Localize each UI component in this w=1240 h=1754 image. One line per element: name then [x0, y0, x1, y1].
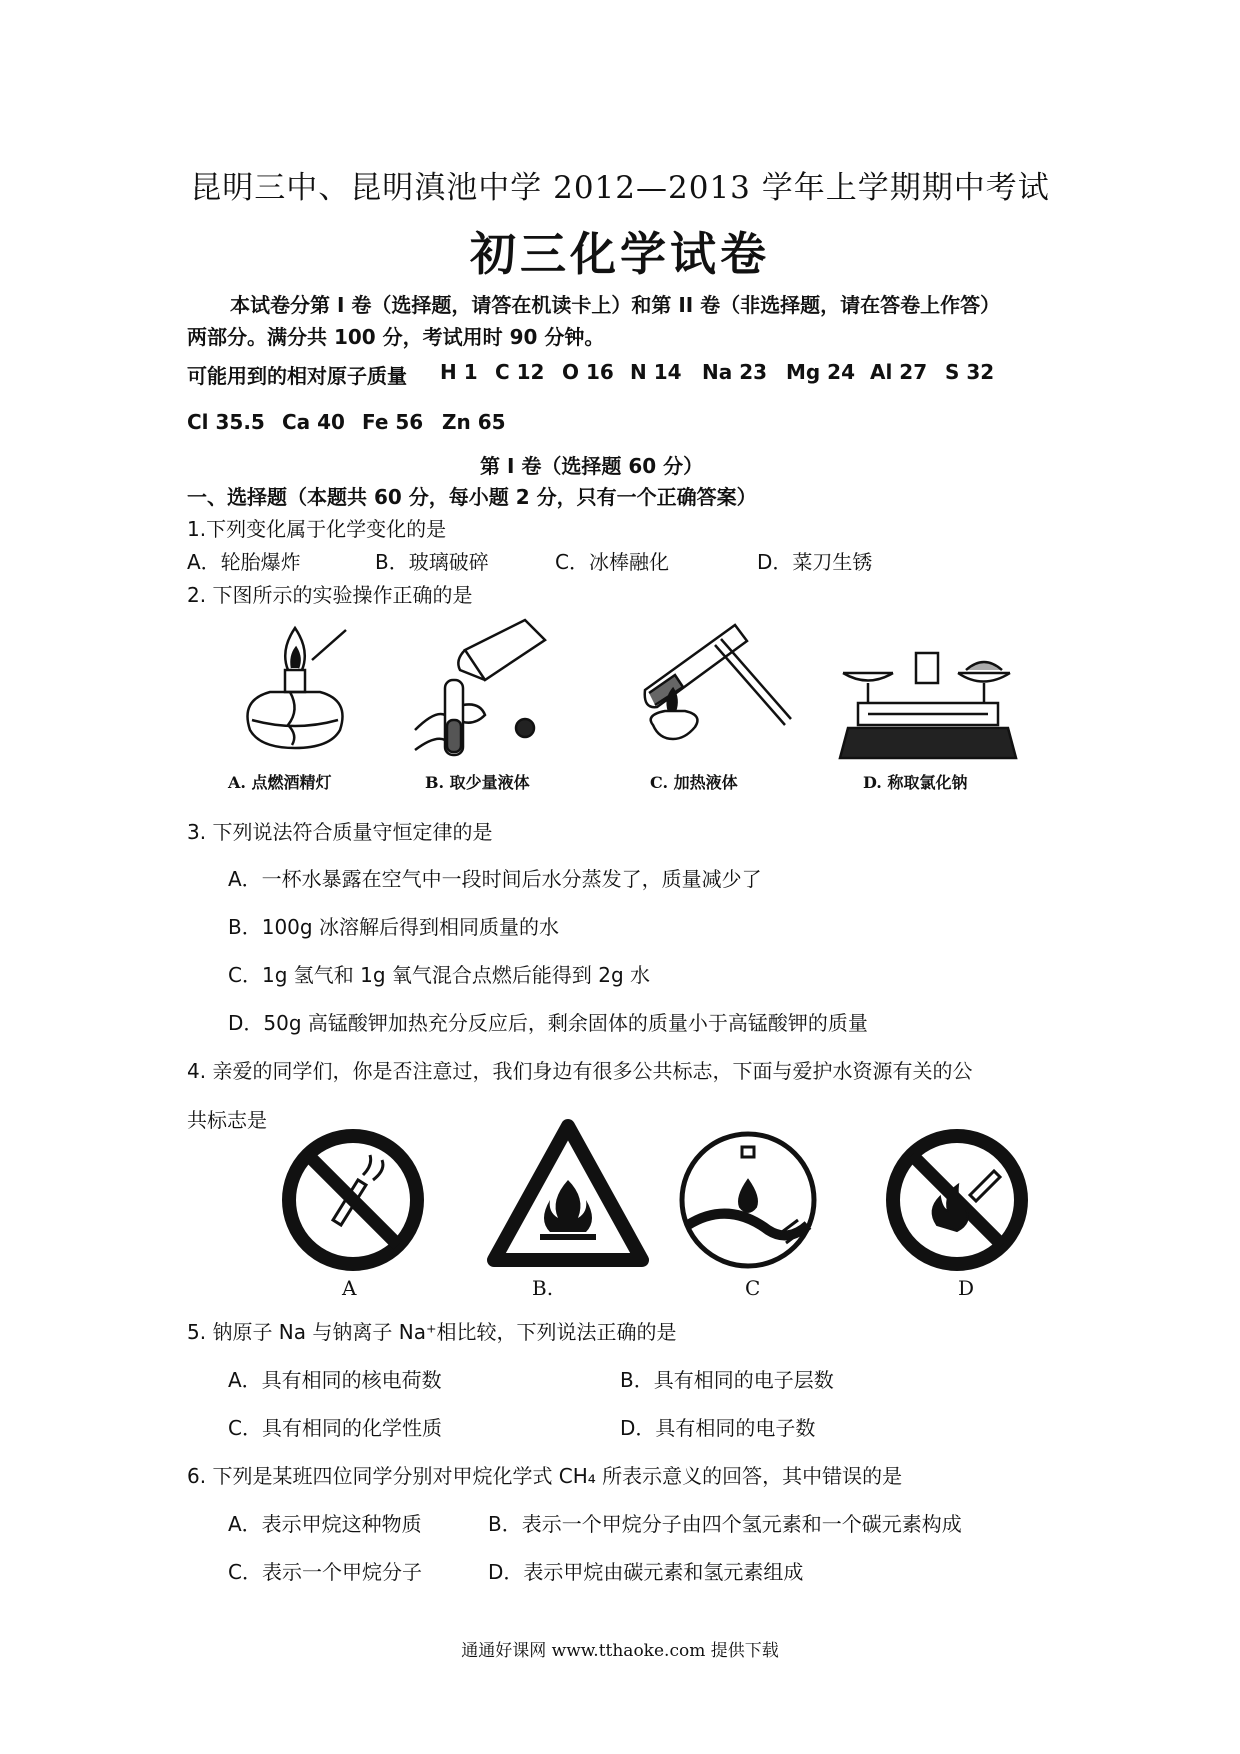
q6-option-d: D．表示甲烷由碳元素和氢元素组成 [488, 1560, 804, 1584]
q5-option-c: C．具有相同的化学性质 [228, 1416, 442, 1440]
flammable-warning-sign-icon [488, 1120, 648, 1270]
q2-caption-c: C. 加热液体 [650, 773, 738, 792]
q1-option-d: D．菜刀生锈 [757, 550, 873, 574]
q6-stem: 6. 下列是某班四位同学分别对甲烷化学式 CH₄ 所表示意义的回答，其中错误的是 [187, 1464, 903, 1488]
q2-caption-a: A. 点燃酒精灯 [228, 773, 332, 792]
q2-stem: 2. 下图所示的实验操作正确的是 [187, 583, 473, 607]
heating-test-tube-icon [635, 615, 795, 765]
no-smoking-sign-icon [278, 1125, 428, 1275]
q1-stem: 1.下列变化属于化学变化的是 [187, 517, 447, 541]
water-saving-sign-icon [668, 1125, 828, 1275]
q4-sign-label-c: C [745, 1276, 761, 1300]
q5-option-b: B．具有相同的电子层数 [620, 1368, 834, 1392]
q4-sign-label-b: B. [532, 1276, 554, 1300]
q3-option-b: B．100g 冰溶解后得到相同质量的水 [228, 915, 559, 939]
school-line: 昆明三中、昆明滇池中学 2012—2013 学年上学期期中考试 [190, 170, 1050, 206]
instructions-line1: 本试卷分第 I 卷（选择题，请答在机读卡上）和第 II 卷（非选择题，请在答卷上作答） [230, 293, 1001, 317]
mass-zn: Zn 65 [442, 410, 506, 434]
q6-option-b: B．表示一个甲烷分子由四个氢元素和一个碳元素构成 [488, 1512, 962, 1536]
mass-na: Na 23 [702, 360, 768, 384]
q5-stem: 5. 钠原子 Na 与钠离子 Na⁺相比较，下列说法正确的是 [187, 1320, 677, 1344]
pouring-liquid-test-tube-icon [405, 610, 555, 770]
mass-fe: Fe 56 [362, 410, 424, 434]
page-title: 初三化学试卷 [470, 227, 770, 281]
mass-s: S 32 [945, 360, 995, 384]
instructions-line2: 两部分。满分共 100 分，考试用时 90 分钟。 [187, 325, 605, 349]
mass-mg: Mg 24 [786, 360, 856, 384]
q3-option-c: C．1g 氢气和 1g 氧气混合点燃后能得到 2g 水 [228, 963, 651, 987]
q1-option-c: C．冰棒融化 [555, 550, 669, 574]
atomic-mass-label: 可能用到的相对原子质量 [187, 364, 407, 388]
no-fire-sign-icon [882, 1125, 1032, 1275]
q6-option-c: C．表示一个甲烷分子 [228, 1560, 422, 1584]
mass-n: N 14 [630, 360, 682, 384]
mass-al: Al 27 [870, 360, 928, 384]
q5-option-a: A．具有相同的核电荷数 [228, 1368, 442, 1392]
q1-option-a: A．轮胎爆炸 [187, 550, 301, 574]
mass-c: C 12 [495, 360, 545, 384]
q3-stem: 3. 下列说法符合质量守恒定律的是 [187, 820, 493, 844]
mass-h: H 1 [440, 360, 478, 384]
mass-ca: Ca 40 [282, 410, 345, 434]
q2-caption-b: B. 取少量液体 [425, 773, 530, 792]
q4-stem-line2: 共标志是 [187, 1108, 267, 1132]
q6-option-a: A．表示甲烷这种物质 [228, 1512, 422, 1536]
part-heading: 一、选择题（本题共 60 分，每小题 2 分，只有一个正确答案） [187, 485, 757, 509]
alcohol-lamp-lighting-icon [230, 620, 360, 770]
mass-cl: Cl 35.5 [187, 410, 265, 434]
q3-option-a: A．一杯水暴露在空气中一段时间后水分蒸发了，质量减少了 [228, 867, 762, 891]
q4-stem-line1: 4. 亲爱的同学们，你是否注意过，我们身边有很多公共标志，下面与爱护水资源有关的公 [187, 1059, 973, 1083]
balance-scale-icon [838, 648, 1018, 768]
q5-option-d: D．具有相同的电子数 [620, 1416, 816, 1440]
q3-option-d: D．50g 高锰酸钾加热充分反应后，剩余固体的质量小于高锰酸钾的质量 [228, 1011, 868, 1035]
mass-o: O 16 [562, 360, 614, 384]
q1-option-b: B．玻璃破碎 [375, 550, 489, 574]
q4-sign-label-d: D [958, 1276, 975, 1300]
q2-caption-d: D. 称取氯化钠 [863, 773, 968, 792]
q4-sign-label-a: A [342, 1276, 357, 1300]
section-title: 第 I 卷（选择题 60 分） [480, 454, 704, 478]
page-footer: 通通好课网 www.tthaoke.com 提供下载 [461, 1641, 779, 1661]
